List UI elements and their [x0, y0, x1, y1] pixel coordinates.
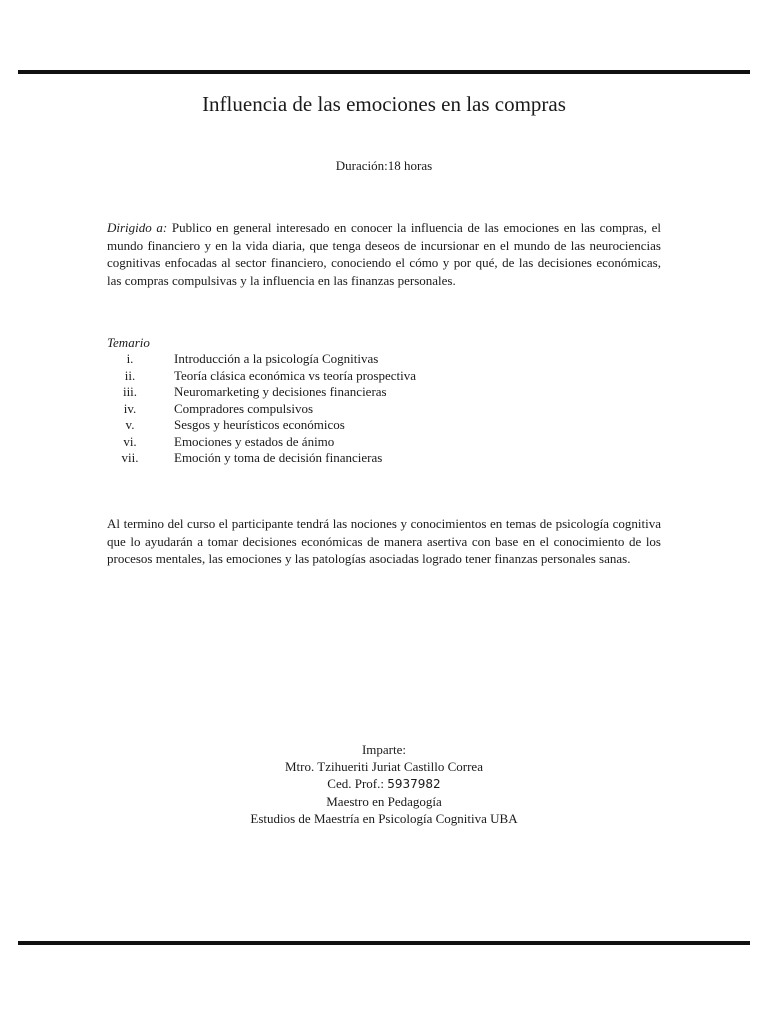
instructor-name: Mtro. Tzihueriti Juriat Castillo Correa [285, 759, 483, 774]
target-audience-paragraph [107, 219, 661, 289]
syllabus-item-number: vii. [121, 450, 139, 465]
syllabus-item-number: iii. [122, 384, 138, 399]
syllabus-item [107, 434, 661, 451]
license-label: Ced. Prof.: [327, 776, 388, 791]
target-audience-text: Publico en general interesado en conocer la influencia de las emociones en las compras, el mundo financiero y en la vida diaria, que tenga deseos de incursionar en el mundo de las neurociencias cognitivas enfocadas al sector financiero, conociendo el cómo y por qué, de las decisiones económicas, las compras compulsivas y la influencia en las finanzas personales. [107, 220, 661, 288]
conclusion-paragraph: Al termino del curso el participante tendrá las nociones y conocimientos en temas de psicología cognitiva que lo ayudarán a tomar decisiones económicas de manera asertiva con base en el conocimiento de los procesos mentales, las emociones y las patologías asociadas logrado tener finanzas personales sanas. [107, 516, 661, 566]
syllabus-item-number: ii. [124, 367, 136, 383]
syllabus-item [107, 417, 661, 434]
course-duration: Duración:18 horas [335, 158, 433, 173]
instructor-signature-block [0, 741, 768, 827]
syllabus-list [107, 351, 661, 467]
imparte-label: Imparte: [361, 742, 407, 757]
syllabus-item-topic: Emoción y toma de decisión financieras [174, 450, 383, 465]
syllabus-item-topic: Compradores compulsivos [174, 400, 314, 416]
syllabus-item-number: iv. [123, 400, 137, 416]
syllabus-item-number: i. [126, 351, 134, 366]
target-audience-label: Dirigido a: [107, 220, 168, 235]
document-title: Influencia de las emociones en las compras [202, 92, 566, 116]
syllabus-item [107, 401, 661, 418]
syllabus-item-topic: Sesgos y heurísticos económicos [174, 417, 345, 432]
top-rule [18, 70, 750, 74]
bottom-rule [18, 941, 750, 945]
professional-license [0, 775, 768, 793]
syllabus-item-topic: Introducción a la psicología Cognitivas [174, 351, 379, 366]
instructor-degree: Maestro en Pedagogía [326, 794, 442, 809]
syllabus-item [107, 450, 661, 467]
syllabus-item [107, 384, 661, 401]
syllabus-heading: Temario [107, 335, 150, 350]
license-number: 5937982 [387, 777, 441, 791]
syllabus-item [107, 368, 661, 385]
syllabus-item-topic: Emociones y estados de ánimo [174, 433, 335, 449]
syllabus-item-topic: Neuromarketing y decisiones financieras [174, 384, 387, 399]
syllabus-item-number: v. [125, 417, 135, 432]
syllabus-item-topic: Teoría clásica económica vs teoría prospectiva [174, 367, 417, 383]
syllabus-item-number: vi. [123, 433, 137, 449]
syllabus-item [107, 351, 661, 368]
instructor-studies: Estudios de Maestría en Psicología Cognitiva UBA [250, 811, 518, 826]
